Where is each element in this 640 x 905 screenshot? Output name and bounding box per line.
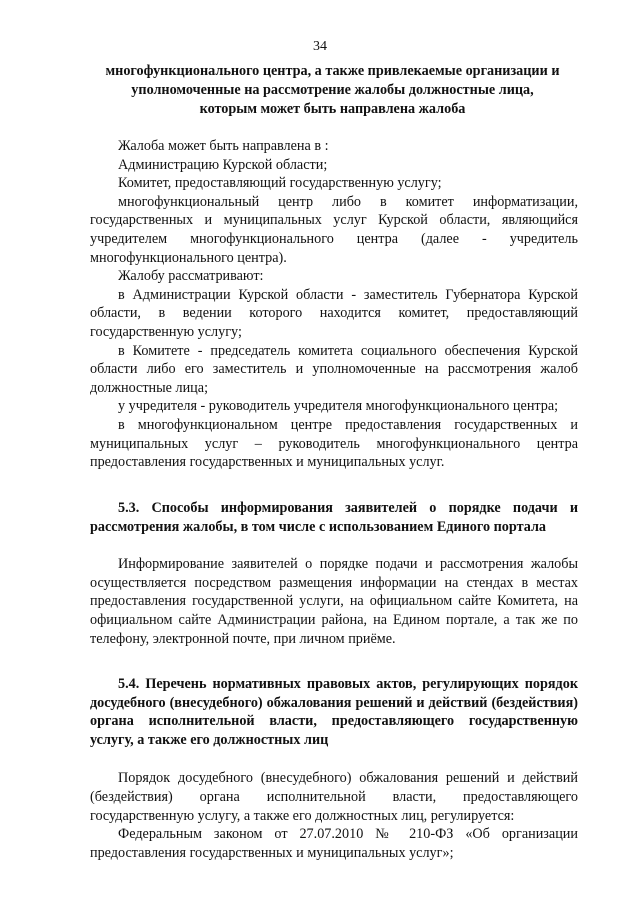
paragraph: у учредителя - руководитель учредителя многофункционального центра; — [118, 398, 559, 415]
page-number: 34 — [313, 39, 327, 54]
section-5-4-para-2: Федеральным законом от 27.07.2010 № 210-ФЗ «Об организации предоставления государственных и муниципальных услуг»; — [90, 826, 578, 861]
paragraph: Комитет, предоставляющий государственную услугу; — [118, 175, 442, 192]
section-5-3-heading: 5.3. Способы информирования заявителей о порядке подачи и рассмотрения жалобы, в том числе с использованием Единого портала — [90, 500, 578, 535]
paragraph: многофункциональный центр либо в комитет информатизации, государственных и муниципальных услуг Курской области, являющийся учредителем многофункционального центра (далее - учредитель многофункционального центра). — [90, 193, 578, 266]
section-heading-continuation — [80, 62, 585, 119]
paragraph: в Комитете - председатель комитета социального обеспечения Курской области либо его заместитель и уполномоченные на рассмотрения жалоб должностные лица; — [90, 342, 578, 396]
section-5-4-heading: 5.4. Перечень нормативных правовых актов, регулирующих порядок досудебного (внесудебного) обжалования решений и действий (бездействия) органа исполнительной власти, предоставляющего государственную услугу, а также его должностных лиц — [90, 676, 578, 748]
paragraph: в Администрации Курской области - заместитель Губернатора Курской области, в ведении которого находится комитет, предоставляющий государственную услугу; — [90, 286, 578, 340]
heading-line-1: многофункционального центра, а также привлекаемые организации и — [105, 63, 560, 79]
section-5-3 — [90, 499, 578, 648]
paragraph: Жалоба может быть направлена в : — [118, 138, 329, 154]
section-5-3-text: Информирование заявителей о порядке подачи и рассмотрения жалобы осуществляется посредством размещения информации на стендах в местах предоставления государственной услуги, на официальном сайте Комитета, на официальном сайте Администрации района, на Едином портале, а так же по телефону, электронной почте, при личном приёме. — [90, 556, 578, 647]
heading-line-2: уполномоченные на рассмотрение жалобы должностные лица, — [131, 82, 534, 98]
heading-line-3: которым может быть направлена жалоба — [199, 101, 466, 117]
complaint-recipients-block — [90, 137, 578, 472]
section-5-4 — [90, 675, 578, 862]
section-5-4-para-1: Порядок досудебного (внесудебного) обжалования решений и действий (бездействия) органа исполнительной власти, предоставляющего государственную услугу, а также его должностных лиц, регулируется: — [90, 770, 578, 824]
paragraph: в многофункциональном центре предоставления государственных и муниципальных услуг – руководитель многофункционального центра предоставления государственных и муниципальных услуг. — [90, 416, 578, 471]
paragraph: Администрацию Курской области; — [118, 156, 328, 173]
paragraph: Жалобу рассматривают: — [118, 268, 264, 285]
